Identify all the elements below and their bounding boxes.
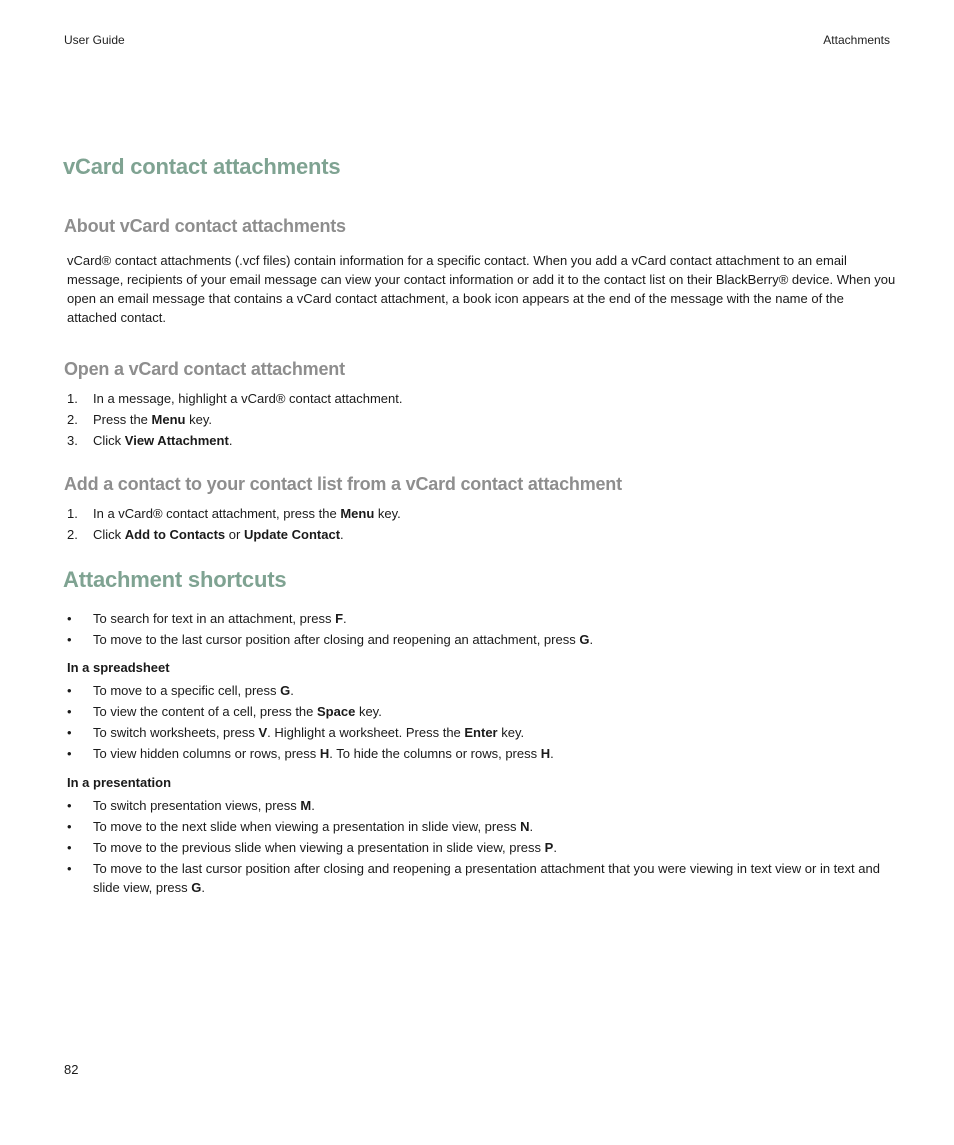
shortcut-key: Space <box>317 704 356 719</box>
shortcut-item <box>64 744 894 763</box>
shortcut-text: . <box>550 746 554 761</box>
step-text: In a vCard® contact attachment, press the <box>93 506 341 521</box>
shortcut-text: To view hidden columns or rows, press <box>93 746 320 761</box>
open-vcard-step <box>64 410 894 429</box>
step-text: key. <box>185 412 212 427</box>
step-text: or <box>225 527 244 542</box>
shortcut-text: To move to a specific cell, press <box>93 683 281 698</box>
open-vcard-steps <box>64 389 894 452</box>
add-contact-step <box>64 525 894 544</box>
shortcut-text: . Highlight a worksheet. Press the <box>267 725 465 740</box>
step-number: 2. <box>67 527 78 542</box>
shortcut-key: G <box>280 683 291 698</box>
menu-item-name: Update Contact <box>243 527 341 542</box>
step-text: Click <box>93 433 125 448</box>
heading-about-vcard: About vCard contact attachments <box>64 216 346 236</box>
shortcut-item <box>64 838 894 857</box>
general-shortcuts-list <box>64 609 894 651</box>
shortcut-text: . <box>311 798 315 813</box>
about-vcard-paragraph: vCard® contact attachments (.vcf files) contain information for a specific contact. When you add a vCard contact attachment to an email message, recipients of your email message can view your contact information or add it to the contact list on their BlackBerry® device. When you open an email message that contains a vCard contact attachment, a book icon appears at the end of the message with the name of the attached contact. <box>67 253 896 325</box>
section-title-shortcuts: Attachment shortcuts <box>63 567 287 592</box>
heading-add-contact: Add a contact to your contact list from a vCard contact attachment <box>64 474 622 494</box>
step-number: 1. <box>67 391 78 406</box>
step-text: Press the <box>93 412 152 427</box>
bullet-icon: • <box>67 746 72 761</box>
presentation-shortcuts-list <box>64 796 894 899</box>
shortcut-text: To move to the last cursor position after closing and reopening an attachment, press <box>93 632 580 647</box>
running-header-left: User Guide <box>64 33 125 47</box>
section-title-vcard: vCard contact attachments <box>63 154 341 179</box>
shortcut-key: Enter <box>464 725 498 740</box>
shortcut-key: H <box>319 746 330 761</box>
shortcut-text: key. <box>355 704 382 719</box>
shortcut-item <box>64 796 894 815</box>
shortcut-key: G <box>191 880 202 895</box>
shortcut-key: V <box>258 725 268 740</box>
step-number: 3. <box>67 433 78 448</box>
bullet-icon: • <box>67 861 72 876</box>
bullet-icon: • <box>67 798 72 813</box>
shortcut-text: . <box>553 840 557 855</box>
menu-item-name: View Attachment <box>124 433 229 448</box>
shortcut-text: . <box>589 632 594 647</box>
shortcut-text: To move to the last cursor position after closing and reopening a presentation attachment that you were viewing in text view or in text and slide view, press <box>93 861 880 895</box>
shortcut-item <box>64 630 894 649</box>
shortcut-key: M <box>300 798 312 813</box>
running-header-right: Attachments <box>823 33 890 47</box>
shortcut-text: To search for text in an attachment, press <box>93 611 336 626</box>
shortcut-text: To view the content of a cell, press the <box>93 704 318 719</box>
subheading-spreadsheet: In a spreadsheet <box>67 660 170 675</box>
bullet-icon: • <box>67 611 72 626</box>
shortcut-text: To move to the previous slide when viewing a presentation in slide view, press <box>93 840 545 855</box>
bullet-icon: • <box>67 840 72 855</box>
shortcut-item <box>64 702 894 721</box>
shortcut-key: F <box>335 611 344 626</box>
shortcut-text: . <box>343 611 347 626</box>
spreadsheet-shortcuts-list <box>64 681 894 765</box>
bullet-icon: • <box>67 704 72 719</box>
key-name: Menu <box>151 412 186 427</box>
shortcut-item <box>64 681 894 700</box>
shortcut-text: . <box>290 683 294 698</box>
shortcut-text: To switch worksheets, press <box>93 725 259 740</box>
step-number: 1. <box>67 506 78 521</box>
step-text: key. <box>374 506 401 521</box>
shortcut-item <box>64 817 894 836</box>
bullet-icon: • <box>67 632 72 647</box>
shortcut-key: P <box>544 840 554 855</box>
bullet-icon: • <box>67 725 72 740</box>
step-text: Click <box>93 527 125 542</box>
shortcut-item <box>64 609 894 628</box>
menu-item-name: Add to Contacts <box>124 527 226 542</box>
step-number: 2. <box>67 412 78 427</box>
bullet-icon: • <box>67 819 72 834</box>
shortcut-item <box>64 723 894 742</box>
step-text: . <box>340 527 344 542</box>
key-name: Menu <box>340 506 375 521</box>
shortcut-text: . <box>201 880 206 895</box>
shortcut-text: . To hide the columns or rows, press <box>329 746 541 761</box>
heading-open-vcard: Open a vCard contact attachment <box>64 359 345 379</box>
shortcut-key: G <box>579 632 590 647</box>
add-contact-steps <box>64 504 894 546</box>
shortcut-item <box>64 859 894 897</box>
page-number: 82 <box>64 1062 79 1077</box>
add-contact-step <box>64 504 894 523</box>
shortcut-key: H <box>540 746 551 761</box>
open-vcard-step <box>64 431 894 450</box>
bullet-icon: • <box>67 683 72 698</box>
shortcut-text: key. <box>497 725 525 740</box>
shortcut-text: To switch presentation views, press <box>93 798 301 813</box>
subheading-presentation: In a presentation <box>67 775 172 790</box>
step-text: In a message, highlight a vCard® contact attachment. <box>93 391 403 406</box>
shortcut-text: To move to the next slide when viewing a presentation in slide view, press <box>93 819 521 834</box>
step-text: . <box>228 433 233 448</box>
shortcut-key: N <box>520 819 530 834</box>
open-vcard-step <box>64 389 894 408</box>
shortcut-text: . <box>529 819 534 834</box>
